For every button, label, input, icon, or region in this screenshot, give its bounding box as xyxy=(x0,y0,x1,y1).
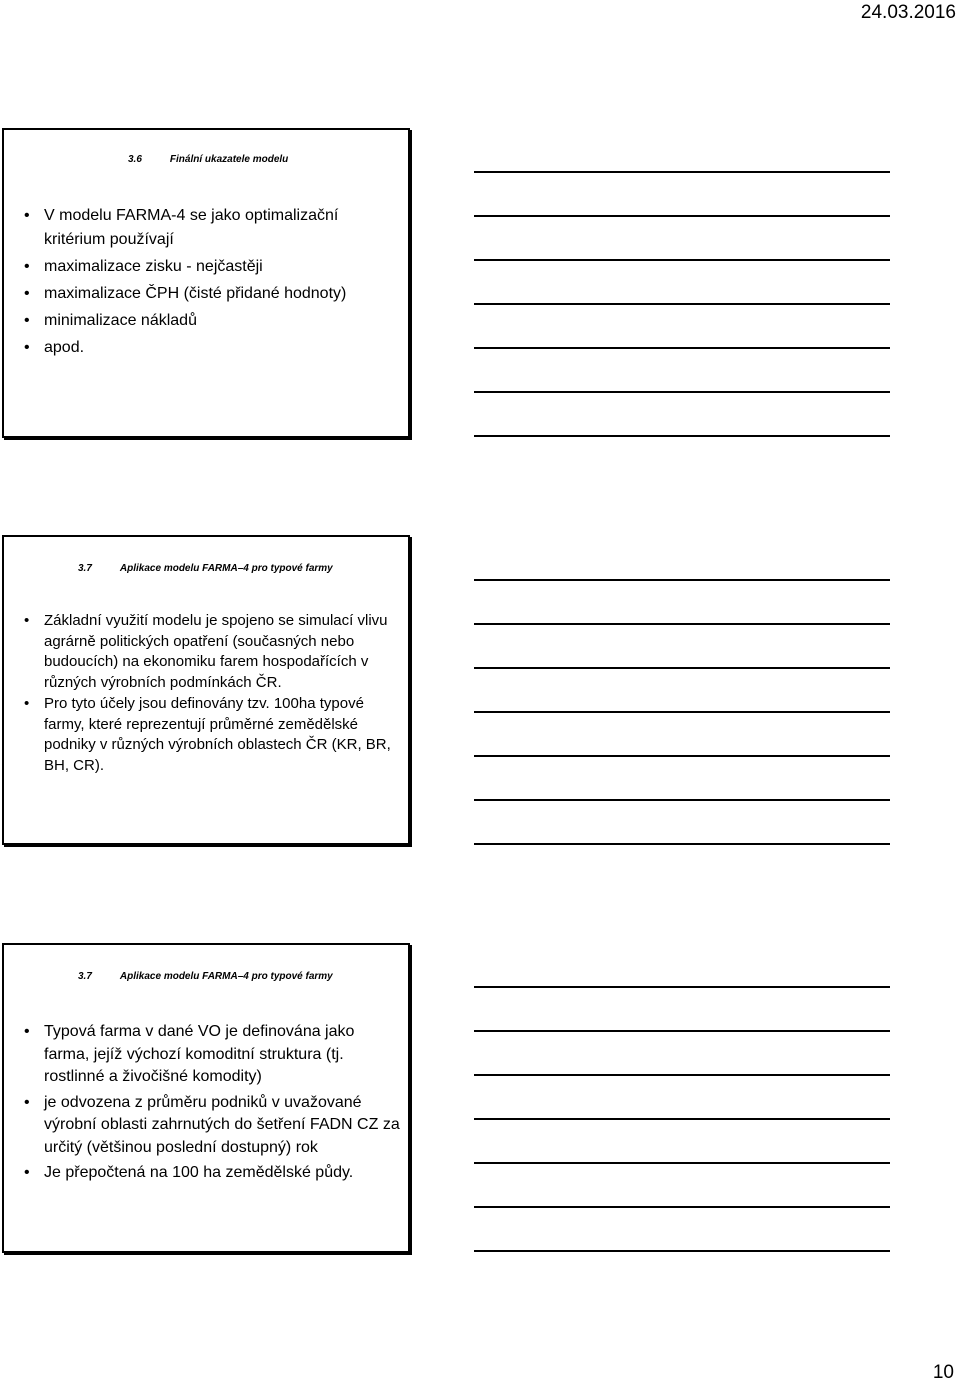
slide-3 xyxy=(2,943,410,1253)
slide-title xyxy=(78,971,333,982)
slide-heading: Finální ukazatele modelu xyxy=(169,154,289,165)
note-line xyxy=(474,711,890,713)
note-line xyxy=(474,1030,890,1032)
note-line xyxy=(474,755,890,757)
bullet-list xyxy=(24,1021,400,1188)
bullet-item: • Pro tyto účely jsou definovány tzv. 100ha typové farmy, které reprezentují průměrné zemědělské podniky v různých výrobních oblastech ČR (KR, BR, BH, CR). xyxy=(24,694,400,776)
date-header: 24.03.2016 xyxy=(860,2,956,23)
note-line xyxy=(474,215,890,217)
bullet-item: • minimalizace nákladů xyxy=(24,309,400,333)
bullet-list xyxy=(24,204,400,363)
bullet-item: • apod. xyxy=(24,336,400,360)
note-line xyxy=(474,799,890,801)
note-line xyxy=(474,303,890,305)
note-line xyxy=(474,579,890,581)
bullet-item: • Typová farma v dané VO je definována jako farma, jejíž výchozí komoditní struktura (tj. rostlinné a živočišné komodity) xyxy=(24,1021,400,1089)
note-line xyxy=(474,435,890,437)
slide-1 xyxy=(2,128,410,438)
bullet-item: • Je přepočtená na 100 ha zemědělské půdy. xyxy=(24,1162,400,1185)
note-line xyxy=(474,623,890,625)
slide-2 xyxy=(2,535,410,845)
bullet-item: • maximalizace zisku - nejčastěji xyxy=(24,255,400,279)
page-number: 10 xyxy=(932,1362,954,1383)
note-line xyxy=(474,1118,890,1120)
note-line xyxy=(474,171,890,173)
bullet-list xyxy=(24,611,400,777)
note-line xyxy=(474,1074,890,1076)
note-line xyxy=(474,667,890,669)
section-number: 3.6 xyxy=(128,154,142,165)
bullet-item: • je odvozena z průměru podniků v uvažované výrobní oblasti zahrnutých do šetření FADN CZ za určitý (většinou poslední dostupný) rok xyxy=(24,1092,400,1160)
slide-title xyxy=(78,563,333,574)
note-line xyxy=(474,986,890,988)
slide-heading: Aplikace modelu FARMA–4 pro typové farmy xyxy=(119,563,333,574)
bullet-item: • Základní využití modelu je spojeno se simulací vlivu agrárně politických opatření (současných nebo budoucích) na ekonomiku farem hospodařících v různých výrobních podmínkách ČR. xyxy=(24,611,400,693)
note-line xyxy=(474,1206,890,1208)
note-line xyxy=(474,1162,890,1164)
slide-title xyxy=(128,154,288,165)
section-number: 3.7 xyxy=(78,971,92,982)
bullet-item: • maximalizace ČPH (čisté přidané hodnoty) xyxy=(24,282,400,306)
note-line xyxy=(474,391,890,393)
section-number: 3.7 xyxy=(78,563,92,574)
note-line xyxy=(474,1250,890,1252)
note-line xyxy=(474,347,890,349)
slide-heading: Aplikace modelu FARMA–4 pro typové farmy xyxy=(119,971,333,982)
bullet-item: • V modelu FARMA-4 se jako optimalizační kritérium používají xyxy=(24,204,400,252)
note-line xyxy=(474,259,890,261)
note-line xyxy=(474,843,890,845)
